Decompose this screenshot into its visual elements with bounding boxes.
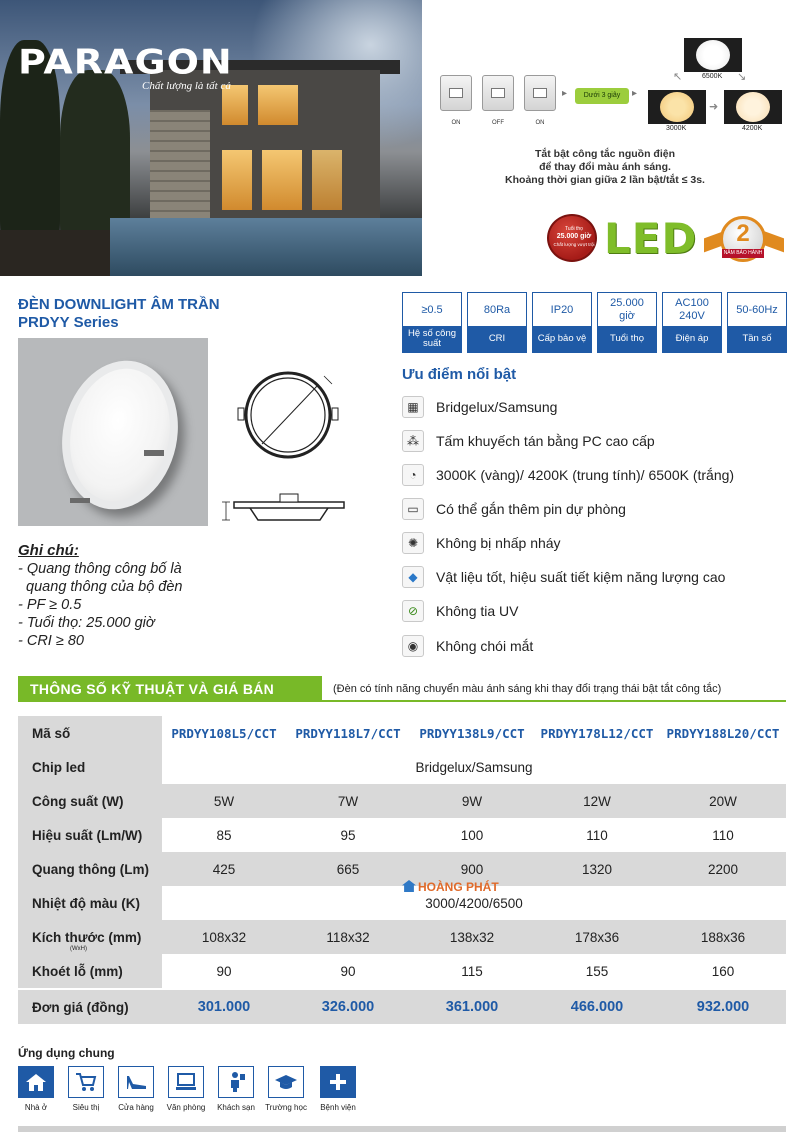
price-cell: 361.000: [445, 999, 499, 1015]
product-title: ĐÈN DOWNLIGHT ÂM TRẦN PRDYY Series: [18, 296, 220, 331]
temp-label: 4200K: [742, 125, 763, 132]
no-flicker-icon: ✺: [402, 532, 424, 554]
table-row: Nhiệt độ màu (K) 3000/4200/6500: [18, 886, 786, 920]
note-line: - Quang thông công bố là: [18, 561, 182, 577]
notes-block: [18, 542, 182, 650]
graduation-cap-icon: [268, 1066, 304, 1098]
table-row-price: Đơn giá (đồng) 301.000 326.000 361.000 466.000 932.000: [18, 990, 786, 1024]
hero-window: [312, 150, 342, 210]
hero-window: [222, 150, 252, 210]
advantage-item: ✺ Không bị nhấp nháy: [402, 530, 561, 556]
note-line: - PF ≥ 0.5: [18, 597, 82, 613]
application-item: Bệnh viện: [320, 1066, 356, 1112]
arrow-up-left-icon: ↖: [673, 71, 683, 83]
application-item: Cửa hàng: [118, 1066, 154, 1112]
bellboy-icon: [218, 1066, 254, 1098]
advantage-item: ⊘ Không tia UV: [402, 598, 519, 624]
spec-frequency: 50-60Hz Tần số: [727, 292, 787, 353]
notes-heading: Ghi chú:: [18, 542, 79, 559]
applications-list: [18, 1066, 368, 1118]
lifetime-seal-icon: Tuổi thọ 25.000 giờ Chất lượng vượt trội: [547, 214, 597, 262]
advantage-item: ⁂ Tấm khuyếch tán bằng PC cao cấp: [402, 428, 655, 454]
section-title: THÔNG SỐ KỸ THUẬT VÀ GIÁ BÁN: [30, 681, 275, 697]
chip-icon: ▦: [402, 396, 424, 418]
arrow-down-right-icon: ↘: [737, 71, 747, 83]
note-line: quang thông của bộ đèn: [18, 579, 183, 595]
advantage-item: ◔ 3000K (vàng)/ 4200K (trung tính)/ 6500K (trắng): [402, 462, 734, 488]
spec-lifetime: 25.000 giờ Tuổi thọ: [597, 292, 657, 353]
battery-icon: ▭: [402, 498, 424, 520]
model-code: PRDYY138L9/CCT: [419, 725, 525, 741]
applications-title: Ứng dụng chung: [18, 1046, 115, 1060]
application-item: Khách sạn: [218, 1066, 254, 1112]
heel-shoe-icon: [118, 1066, 154, 1098]
section-title-bar: [18, 676, 322, 702]
application-item: Siêu thị: [68, 1066, 104, 1112]
model-code: PRDYY118L7/CCT: [295, 725, 401, 741]
brand-logo: PARAGON: [18, 42, 233, 82]
diamond-icon: ◆: [402, 566, 424, 588]
advantage-item: ◉ Không chói mắt: [402, 633, 533, 659]
no-uv-icon: ⊘: [402, 600, 424, 622]
color-wheel-icon: ◔: [402, 464, 424, 486]
price-cell: 932.000: [696, 999, 750, 1015]
advantage-item: ◆ Vật liệu tốt, hiệu suất tiết kiệm năng lượng cao: [402, 564, 725, 590]
dimension-drawing: [220, 370, 360, 530]
wall-switch-icon: [440, 75, 472, 111]
model-code: PRDYY108L5/CCT: [171, 725, 277, 741]
hero-stone-pillar: [150, 110, 210, 220]
bottom-strip: [18, 1126, 786, 1132]
spec-voltage: AC100 240V Điện áp: [662, 292, 722, 353]
temp-label: 6500K: [702, 73, 723, 80]
cart-icon: [68, 1066, 104, 1098]
switch-label: ON: [535, 120, 545, 126]
price-cell: 466.000: [570, 999, 624, 1015]
color-switch-diagram: [430, 30, 800, 200]
diffuser-icon: ⁂: [402, 430, 424, 452]
model-code: PRDYY188L20/CCT: [666, 725, 780, 741]
application-item: Nhà ở: [18, 1066, 54, 1112]
light-3000k-swatch: [648, 90, 706, 124]
table-row: Hiệu suất (Lm/W) 85 95 100 110 110: [18, 818, 786, 852]
brand-tagline: Chất lượng là tất cả: [142, 80, 231, 92]
spec-ip-rating: IP20 Cấp bảo vệ: [532, 292, 592, 353]
spec-cri: 80Ra CRI: [467, 292, 527, 353]
note-line: - Tuổi thọ: 25.000 giờ: [18, 615, 155, 631]
note-line: - CRI ≥ 80: [18, 633, 84, 649]
application-item: Trường học: [268, 1066, 304, 1112]
wall-switch-icon: [482, 75, 514, 111]
hero-window: [262, 150, 302, 210]
table-row: Chip led Bridgelux/Samsung: [18, 750, 786, 784]
switching-note: Tắt bật công tắc nguồn điện để thay đổi màu ánh sáng. Khoảng thời gian giữa 2 lần bật/tắt ≤ 3s.: [505, 148, 705, 186]
spec-power-factor: ≥0.5 Hệ số công suất: [402, 292, 462, 353]
advantages-title: Ưu điểm nổi bật: [402, 366, 517, 383]
hero-pool: [110, 218, 422, 276]
arrow-right-icon: ▸: [632, 88, 638, 99]
table-row: Kích thước (mm) (WxH) 108x32 118x32 138x32 178x36 188x36: [18, 920, 786, 954]
price-cell: 326.000: [321, 999, 375, 1015]
switch-label: ON: [451, 120, 461, 126]
advantage-item: ▭ Có thể gắn thêm pin dự phòng: [402, 496, 626, 522]
table-row: Quang thông (Lm) 425 665 900 1320 2200: [18, 852, 786, 886]
light-4200k-swatch: [724, 90, 782, 124]
warranty-badge-icon: 2 NĂM BẢO HÀNH: [704, 216, 784, 264]
led-logo: LED: [604, 214, 698, 263]
product-photo: [18, 338, 208, 526]
hospital-cross-icon: [320, 1066, 356, 1098]
watermark-logo: HOÀNG PHÁT: [402, 880, 499, 894]
hero-window: [258, 85, 298, 125]
wall-switch-icon: [524, 75, 556, 111]
advantage-item: ▦ Bridgelux/Samsung: [402, 394, 557, 420]
timing-badge: Dưới 3 giây: [575, 88, 629, 104]
light-6500k-swatch: [684, 38, 742, 72]
application-item: Văn phòng: [168, 1066, 204, 1112]
switch-label: OFF: [492, 120, 504, 126]
section-note: (Đèn có tính năng chuyển màu ánh sáng khi thay đổi trạng thái bật tắt công tắc): [333, 683, 722, 695]
model-code: PRDYY178L12/CCT: [540, 725, 654, 741]
hero-tree: [60, 70, 130, 240]
office-icon: [168, 1066, 204, 1098]
price-cell: 301.000: [197, 999, 251, 1015]
arrow-right-icon: ➜: [709, 101, 719, 113]
house-icon: [402, 880, 416, 892]
table-row: Công suất (W) 5W 7W 9W 12W 20W: [18, 784, 786, 818]
eye-icon: ◉: [402, 635, 424, 657]
house-icon: [18, 1066, 54, 1098]
table-header-row: Mã số PRDYY108L5/CCT PRDYY118L7/CCT PRDYY138L9/CCT PRDYY178L12/CCT PRDYY188L20/CCT: [18, 716, 786, 750]
temp-label: 3000K: [666, 125, 687, 132]
spec-boxes: [402, 292, 786, 354]
hero-photo: [0, 0, 422, 276]
arrow-right-icon: ▸: [562, 88, 568, 99]
table-row: Khoét lỗ (mm) 90 90 115 155 160: [18, 954, 786, 988]
